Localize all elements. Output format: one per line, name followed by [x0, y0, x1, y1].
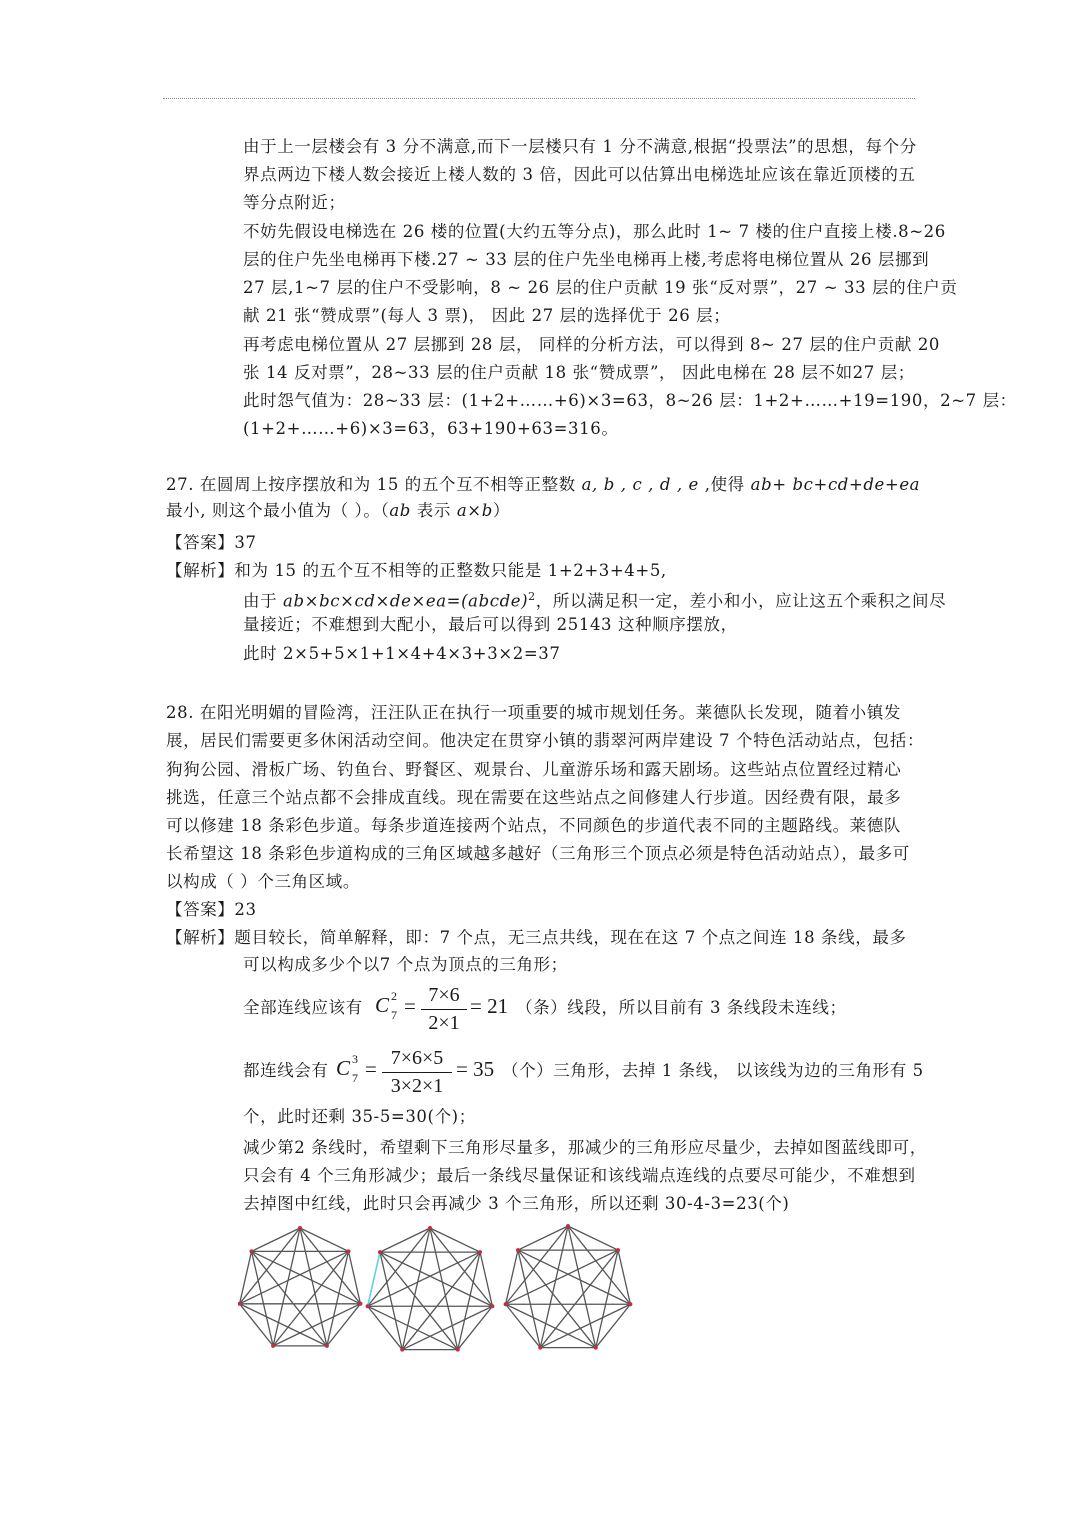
analysis-line: 减少第2 条线时，希望剩下三角形尽量多，那减少的三角形应尽量少，去掉如图蓝线即可，: [243, 1138, 927, 1157]
graph-vertex: [516, 1248, 520, 1252]
fraction: [421, 984, 467, 1035]
graph-edge: [240, 1304, 327, 1346]
graph-edge: [568, 1226, 618, 1250]
graph-vertex: [298, 1226, 302, 1230]
expression: a×b: [456, 501, 493, 520]
graph-edge: [380, 1252, 492, 1306]
graph-vertex: [325, 1344, 329, 1348]
expression: ab+ bc+cd+de+ea: [750, 475, 921, 494]
graph-vertex: [250, 1249, 254, 1253]
analysis-line: 量接近；不难想到大配小，最后可以得到 25143 这种顺序摆放，: [243, 615, 738, 634]
graph-vertex: [628, 1302, 632, 1306]
text-line: 张 14 反对票”，28~33 层的住户贡献 18 张“赞成票”， 因此电梯在 28 层不如27 层；: [243, 363, 915, 382]
text-line: 层的住户先坐电梯再下楼.27 ~ 33 层的住户先坐电梯再上楼,考虑将电梯位置从 26 层挪到: [243, 250, 930, 269]
graph-edge: [300, 1228, 348, 1251]
analysis-line: [166, 927, 907, 949]
graph-vertex: [490, 1304, 494, 1308]
question-line: 挑选，任意三个站点都不会排成直线。现在需要在这些站点之间修建人行步道。因经费有限，最多: [166, 788, 902, 807]
combination-superscript: 3: [352, 1052, 358, 1066]
text-line: 再考虑电梯位置从 27 层挪到 28 层， 同样的分析方法，可以得到 8~ 27 层的住户贡献 20: [243, 335, 941, 354]
graph-vertex: [616, 1248, 620, 1252]
analysis-line: [243, 586, 946, 613]
graph-vertex: [478, 1250, 482, 1254]
variables: a, b , c , d , e: [581, 475, 699, 494]
analysis-line: [166, 560, 667, 582]
graph-edge: [380, 1228, 430, 1252]
text-line: 由于上一层楼会有 3 分不满意,而下一层楼只有 1 分不满意,根据“投票法”的思想，每个分: [243, 137, 917, 156]
fraction-bar: [421, 1009, 467, 1010]
question-text: 表示: [410, 501, 457, 520]
analysis-line: 去掉图中红线，此时只会再减少 3 个三角形，所以还剩 30-4-3=23(个): [243, 1194, 790, 1213]
graph-edge: [540, 1304, 630, 1347]
graph-vertex: [456, 1348, 460, 1352]
analysis-text: 和为 15 的五个互不相等的正整数只能是 1+2+3+4+5,: [234, 561, 667, 580]
analysis-text: 由于: [243, 591, 284, 611]
graph-vertex: [358, 1302, 362, 1306]
heptagon-graphs-figure: [238, 1222, 638, 1357]
graph-vertex: [366, 1304, 370, 1308]
question-line: 狗狗公园、滑板广场、钓鱼台、野餐区、观景台、儿童游乐场和露天剧场。这些站点位置经过精心: [166, 760, 902, 779]
header-divider: [163, 98, 915, 99]
question-line: [166, 500, 510, 522]
fraction: [382, 1047, 452, 1098]
question-text: 最小, 则这个最小值为（ ）。（: [166, 501, 390, 520]
combination-symbol: C: [375, 993, 390, 1017]
graph-red-edge-removed: [504, 1224, 633, 1350]
question-line: [166, 474, 920, 496]
graph-vertex: [378, 1250, 382, 1254]
combination-symbol: C: [336, 1056, 351, 1080]
answer-line: [166, 899, 257, 921]
question-text: 27. 在圆周上按序摆放和为 15 的五个互不相等正整数: [166, 475, 582, 494]
text-line: 界点两边下楼人数会接近上楼人数的 3 倍，因此可以估算出电梯选址应该在靠近顶楼的五: [243, 165, 916, 184]
graph-edge: [273, 1304, 360, 1346]
expression: ab×bc×cd×de×ea=(abcde): [283, 591, 529, 611]
answer-line: [166, 532, 257, 554]
formula-1-suffix: （条）线段，所以目前有 3 条线段未连线；: [516, 998, 847, 1017]
analysis-tag: 【解析】: [166, 928, 235, 947]
graph-edge: [518, 1226, 568, 1250]
result: = 35: [456, 1057, 495, 1081]
answer-tag: 【答案】: [166, 533, 235, 552]
result: = 21: [470, 994, 509, 1018]
graph-edge: [430, 1228, 480, 1252]
question-line: 长希望这 18 条彩色步道构成的三角区域越多越好（三角形三个顶点必须是特色活动站点），最多可: [166, 844, 910, 863]
denominator: 3×2×1: [390, 1075, 444, 1097]
complete-graph-k7: [238, 1226, 362, 1348]
graph-blue-edge-removed: [366, 1226, 495, 1352]
graph-vertex: [271, 1344, 275, 1348]
analysis-line: 此时 2×5+5×1+1×4+4×3+3×2=37: [243, 644, 561, 663]
graph-vertex: [400, 1348, 404, 1352]
analysis-text: ，所以满足积一定，差小和小，应让这五个乘积之间尽: [535, 591, 947, 611]
graph-edge: [506, 1304, 596, 1347]
formula-2-suffix: （个）三角形，去掉 1 条线， 以该线为边的三角形有 5: [502, 1061, 924, 1080]
graph-edge: [506, 1250, 618, 1304]
answer-value: 37: [234, 533, 257, 552]
question-line: 以构成（ ）个三角区域。: [166, 872, 360, 891]
analysis-line: 只会有 4 个三角形减少；最后一条线尽量保证和该线端点连线的点要尽可能少，不难想到: [243, 1166, 916, 1185]
graph-edge: [252, 1251, 361, 1303]
combination-subscript: 7: [391, 1008, 397, 1022]
answer-value: 23: [234, 900, 257, 919]
question-line: 可以修建 18 条彩色步道。每条步道连接两个站点，不同颜色的步道代表不同的主题路线。莱德队: [166, 816, 901, 835]
equals-sign: =: [365, 1057, 377, 1081]
exponent: 2: [528, 590, 536, 603]
graph-edge: [402, 1306, 492, 1349]
graph-vertex: [538, 1346, 542, 1350]
formula-2-prefix: 都连线会有: [243, 1061, 329, 1080]
numerator: 7×6: [428, 984, 460, 1006]
combination-subscript: 7: [352, 1071, 358, 1085]
formula-1-prefix: 全部连线应该有: [243, 998, 363, 1017]
question-line: 28. 在阳光明媚的冒险湾，汪汪队正在执行一项重要的城市规划任务。莱德队长发现，随着小镇发: [166, 703, 901, 722]
question-text: ）: [492, 501, 510, 520]
analysis-text: 题目较长，简单解释，即：7 个点，无三点共线，现在在这 7 个点之间连 18 条线，最多: [234, 928, 907, 947]
fraction-bar: [382, 1072, 452, 1073]
graph-edge: [252, 1228, 300, 1251]
text-line: 献 21 张“赞成票”(每人 3 票)， 因此 27 层的选择优于 26 层；: [243, 306, 731, 325]
expression: ab: [389, 501, 411, 520]
graph-edge: [518, 1250, 630, 1304]
analysis-tag: 【解析】: [166, 561, 235, 580]
text-line: 27 层,1~7 层的住户不受影响，8 ~ 26 层的住户贡献 19 张“反对票”，27 ~ 33 层的住户贡: [243, 278, 958, 297]
text-line: 此时怨气值为：28~33 层：(1+2+……+6)×3=63，8~26 层：1+2+……+19=190，2~7 层：: [243, 391, 1017, 410]
text-line: 等分点附近；: [243, 193, 346, 212]
numerator: 7×6×5: [390, 1047, 444, 1069]
question-line: 展，居民们需要更多休闲活动空间。他决定在贯穿小镇的翡翠河两岸建设 7 个特色活动站点，包括：: [166, 731, 925, 750]
equals-sign: =: [404, 994, 416, 1018]
graph-edge: [368, 1306, 458, 1349]
graph-edge: [240, 1251, 349, 1303]
denominator: 2×1: [428, 1012, 460, 1034]
graph-vertex: [504, 1302, 508, 1306]
graph-vertex: [566, 1224, 570, 1228]
combination-superscript: 2: [391, 989, 397, 1003]
analysis-line: 个，此时还剩 35-5=30(个)；: [243, 1107, 476, 1126]
answer-tag: 【答案】: [166, 900, 235, 919]
question-text: ,使得: [698, 475, 751, 494]
text-line: (1+2+……+6)×3=63，63+190+63=316。: [243, 419, 619, 438]
graph-vertex: [428, 1226, 432, 1230]
graph-vertex: [594, 1346, 598, 1350]
graph-vertex: [346, 1249, 350, 1253]
analysis-line: 可以构成多少个以7 个点为顶点的三角形；: [243, 955, 568, 974]
graph-edge: [368, 1252, 480, 1306]
text-line: 不妨先假设电梯选在 26 楼的位置(大约五等分点)，那么此时 1~ 7 楼的住户直接上楼.8~26: [243, 222, 946, 241]
